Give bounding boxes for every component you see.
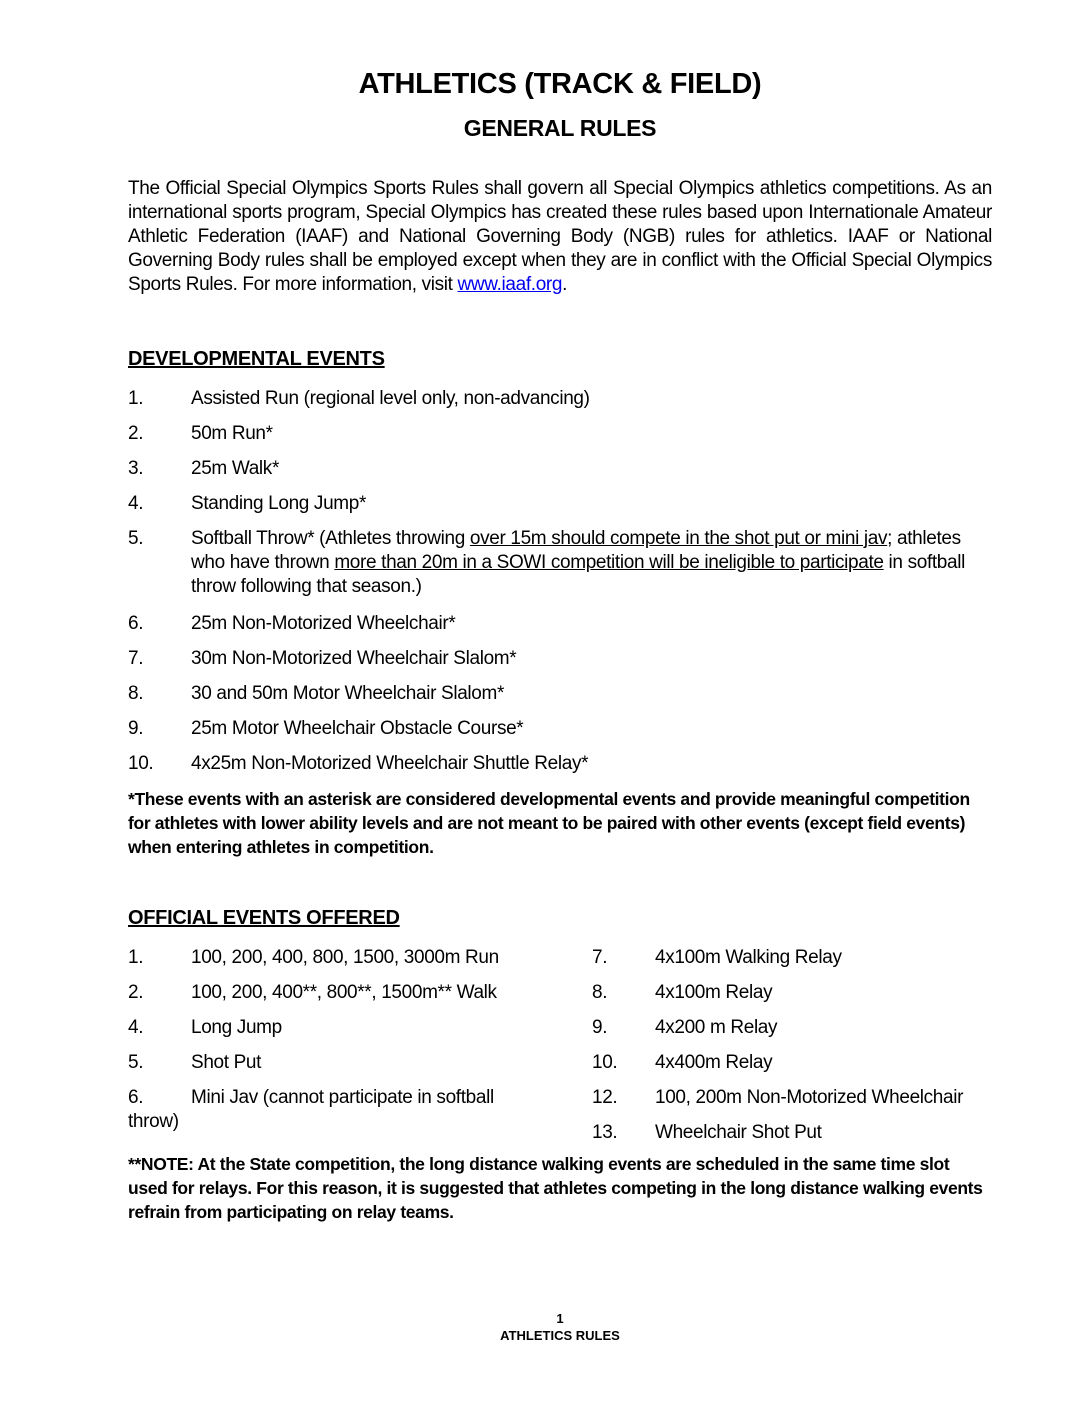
iaaf-link[interactable]: www.iaaf.org [457, 274, 563, 295]
footer-label: ATHLETICS RULES [500, 1328, 620, 1343]
developmental-note: *These events with an asterisk are considered developmental events and provide meaningful competition for athletes with lower ability levels and are not meant to be paired with other events (except field events) when entering athletes in competition. [128, 789, 970, 857]
intro-paragraph: The Official Special Olympics Sports Rules shall govern all Special Olympics athletics competitions. As an international sports program, Special Olympics has created these rules based upon Internationale Amateur Athletic Federation (IAAF) and National Governing Body (NGB) rules for athletics. IAAF or National Governing Body rules shall be employed except when they are in conflict with the Official Special Olympics Sports Rules. For more information, visit www.iaaf.org. [128, 178, 992, 295]
page-title: ATHLETICS (TRACK & FIELD) [358, 68, 762, 100]
developmental-events-heading: DEVELOPMENTAL EVENTS [128, 348, 385, 370]
page-number: 1 [556, 1311, 564, 1326]
official-note: **NOTE: At the State competition, the long distance walking events are scheduled in the same time slot used for relays. For this reason, it is suggested that athletes competing in the long distance walking events refrain from participating on relay teams. [128, 1154, 983, 1222]
page-subtitle: GENERAL RULES [463, 115, 657, 141]
official-events-heading: OFFICIAL EVENTS OFFERED [128, 907, 400, 929]
document-page: ATHLETICS (TRACK & FIELD) GENERAL RULES The Official Special Olympics Sports Rules shall govern all Special Olympics athletics competitions. As an international sports program, Special Olympics has created these rules based upon Internationale Amateur Athletic Federation (IAAF) and National Governing Body (NGB) rules for athletics. IAAF or National Governing Body rules shall be employed except when they are in conflict with the Official Special Olympics Sports Rules. For more information, visit www.iaaf.org. DEVELOPMENTAL EVENTS 1. Assisted Run (regional level only, non-advancing) 2. 50m Run* 3. 25m Walk* 4. Standing Long Jump* 5. Softball Throw* (Athletes throwing over 15m should compete in the shot put or mini jav; athletes who have thrown more than 20m in a SOWI competition will be ineligible to participate in softball throw following that season.) 6. 25m Non-Motorized Wheelchair* 7. 30m Non-Motorized Wheelchair Slalom* 8. 30 and 50m Motor Wheelchair Slalom* 9. 25m Motor Wheelchair Obstacle Course* 10. 4x25m Non-Motorized Wheelchair Shuttle Relay* *These events with an asterisk are considered developmental events and provide meaningful competition for athletes with lower ability levels and are not meant to be paired with other events (except field events) when entering athletes in competition. OFFICIAL EVENTS OFFERED 1. 100, 200, 400, 800, 1500, 3000m Run 2. 100, 200, 400**, 800**, 1500m** Walk 4. Long Jump 5. Shot Put 6. Mini Jav (cannot participate in softball throw) 7. 4x100m Walking Relay 8. 4x100m Relay 9. 4x200 m Relay 10. 4x400m Relay 12. 100, 200m Non-Motorized Wheelchair 13. Wheelchair Shot Put **NOTE: At the State competition, the long distance walking events are scheduled in the same time slot used for relays. For this reason, it is suggested that athletes competing in the long distance walking events refrain from participating on relay teams. 1 ATHLETICS RULES [128, 68, 992, 1343]
